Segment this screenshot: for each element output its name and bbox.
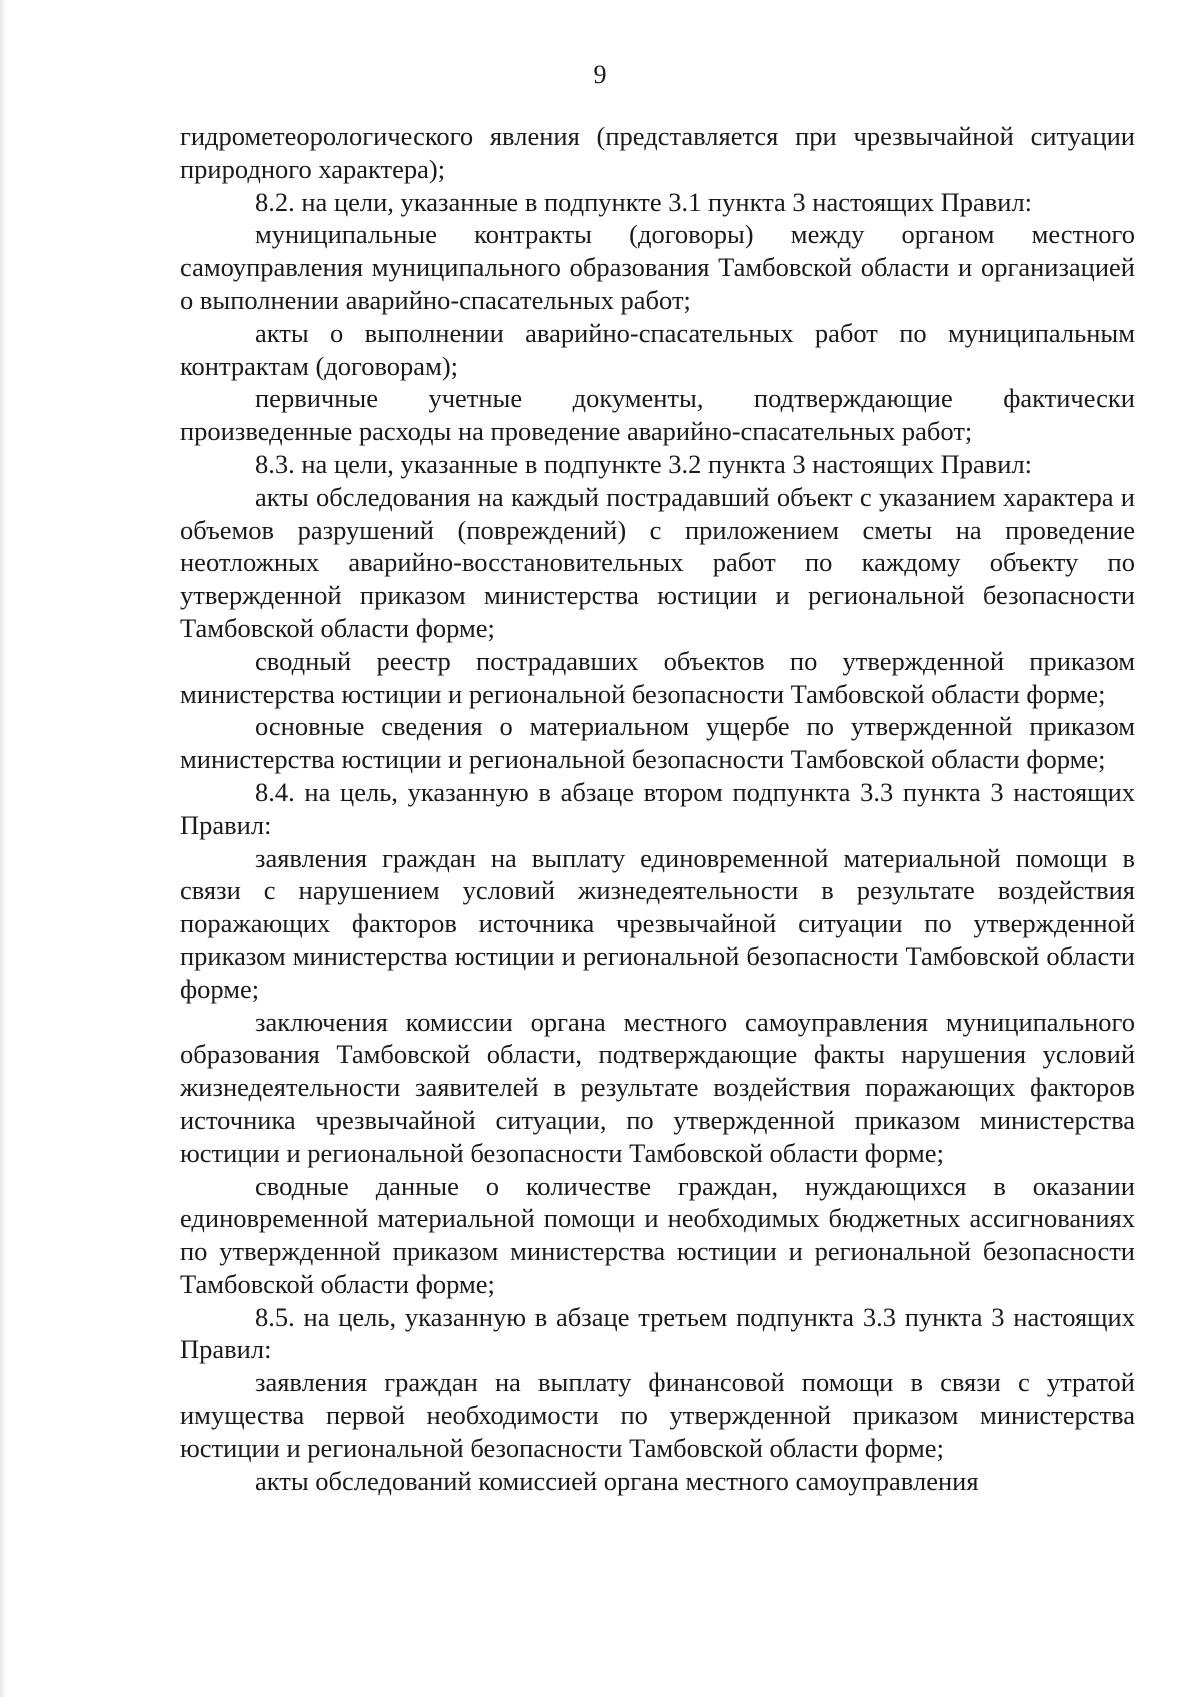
paragraph: заявления граждан на выплату финансовой помощи в связи с утратой имущества первой необходимости по утвержденной приказом министерства юстиции и региональной безопасности Тамбовской области форме; bbox=[180, 1367, 1135, 1463]
paragraph: муниципальные контракты (договоры) между органом местного самоуправления муниципального образования Тамбовской области и организацией о выполнении аварийно-спасательных работ; bbox=[180, 219, 1135, 315]
paragraph: 8.3. на цели, указанные в подпункте 3.2 пункта 3 настоящих Правил: bbox=[255, 448, 1033, 479]
paragraph: основные сведения о материальном ущербе по утвержденной приказом министерства юстиции и региональной безопасности Тамбовской области форме; bbox=[180, 711, 1135, 775]
paragraph: 8.4. на цель, указанную в абзаце втором подпункта 3.3 пункта 3 настоящих Правил: bbox=[180, 776, 1135, 840]
paragraph: акты обследования на каждый пострадавший объект с указанием характера и объемов разрушений (повреждений) с приложением сметы на проведение неотложных аварийно-восстановительных работ по каждому объекту по утвержденной приказом министерства юстиции и региональной безопасности Тамбовской области форме; bbox=[180, 481, 1135, 643]
document-body bbox=[180, 120, 1135, 1497]
paragraph: сводные данные о количестве граждан, нуждающихся в оказании единовременной материальной помощи и необходимых бюджетных ассигнованиях по утвержденной приказом министерства юстиции и региональной безопасности Тамбовской области форме; bbox=[180, 1170, 1135, 1299]
paragraph: первичные учетные документы, подтверждающие фактически произведенные расходы на проведение аварийно-спасательных работ; bbox=[180, 383, 1135, 447]
scan-edge-shadow bbox=[0, 0, 6, 1697]
paragraph: заявления граждан на выплату единовременной материальной помощи в связи с нарушением условий жизнедеятельности в результате воздействия поражающих факторов источника чрезвычайной ситуации по утвержденной приказом министерства юстиции и региональной безопасности Тамбовской области форме; bbox=[180, 842, 1135, 1004]
paragraph: 8.5. на цель, указанную в абзаце третьем подпункта 3.3 пункта 3 настоящих Правил: bbox=[180, 1301, 1135, 1365]
paragraph: акты о выполнении аварийно-спасательных работ по муниципальным контрактам (договорам); bbox=[180, 317, 1135, 381]
paragraph: акты обследований комиссией органа местного самоуправления bbox=[255, 1465, 979, 1496]
paragraph: 8.2. на цели, указанные в подпункте 3.1 пункта 3 настоящих Правил: bbox=[255, 186, 1033, 217]
paragraph: заключения комиссии органа местного самоуправления муниципального образования Тамбовской области, подтверждающие факты нарушения условий жизнедеятельности заявителей в результате воздействия поражающих факторов источника чрезвычайной ситуации, по утвержденной приказом министерства юстиции и региональной безопасности Тамбовской области форме; bbox=[180, 1006, 1135, 1168]
paragraph: гидрометеорологического явления (представляется при чрезвычайной ситуации природного характера); bbox=[180, 121, 1135, 184]
page-number: 9 bbox=[593, 60, 607, 89]
paragraph: сводный реестр пострадавших объектов по утвержденной приказом министерства юстиции и региональной безопасности Тамбовской области форме; bbox=[180, 645, 1135, 709]
